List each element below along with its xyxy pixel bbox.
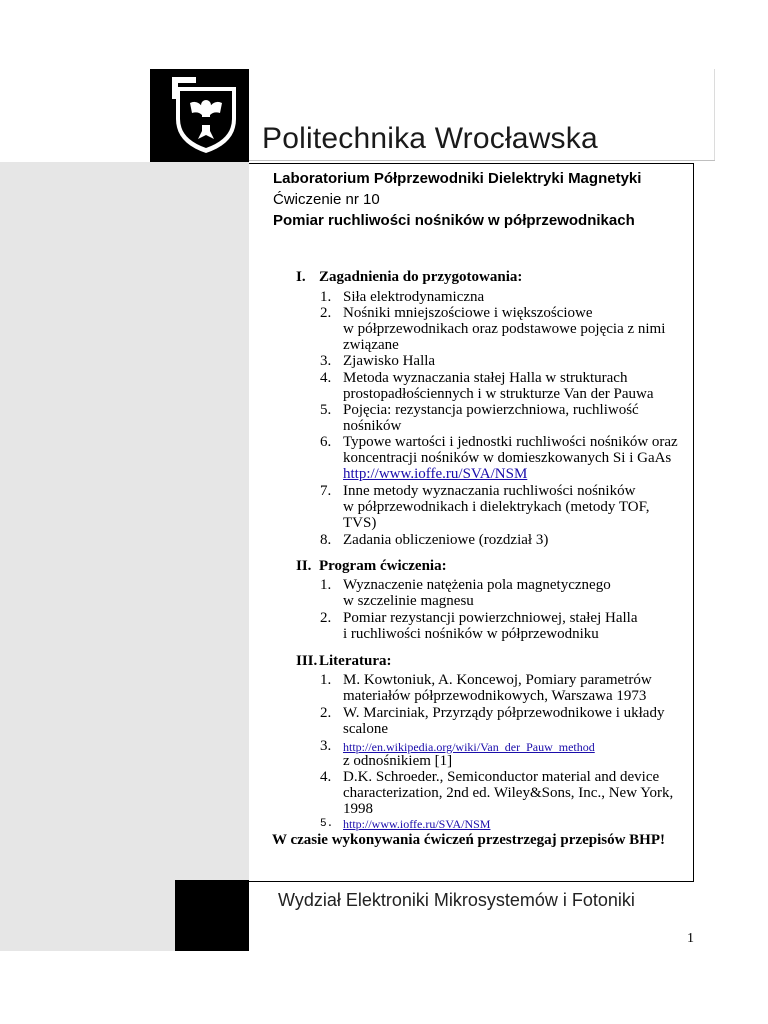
left-gray-band [0, 162, 249, 951]
list-number: 6. [320, 434, 332, 450]
safety-note: W czasie wykonywania ćwiczeń przestrzegaj przepisów BHP! [272, 832, 665, 848]
list-item: scalone [343, 721, 388, 737]
list-number: 5. [320, 818, 334, 830]
list-item: D.K. Schroeder., Semiconductor material and device [343, 769, 660, 785]
list-number: 2. [320, 305, 332, 321]
list-item: materiałów półprzewodnikowych, Warszawa 1973 [343, 688, 647, 704]
list-item: W. Marciniak, Przyrządy półprzewodnikowe i układy [343, 705, 665, 721]
exercise-topic: Pomiar ruchliwości nośników w półprzewodnikach [273, 212, 635, 229]
page-number: 1 [687, 931, 694, 946]
list-item: Inne metody wyznaczania ruchliwości nośników [343, 483, 636, 499]
section-title: Program ćwiczenia: [319, 558, 447, 574]
list-item: M. Kowtoniuk, A. Koncewoj, Pomiary parametrów [343, 672, 652, 688]
list-item: Metoda wyznaczania stałej Halla w strukturach [343, 370, 628, 386]
list-item: w półprzewodnikach oraz podstawowe pojęcia z nimi [343, 321, 666, 337]
list-number: 5. [320, 402, 332, 418]
header-border-right [714, 69, 715, 161]
list-item: z odnośnikiem [1] [343, 753, 453, 769]
list-item: Pomiar rezystancji powierzchniowej, stałej Halla [343, 610, 638, 626]
list-item: Wyznaczenie natężenia pola magnetycznego [343, 577, 611, 593]
exercise-number: Ćwiczenie nr 10 [273, 191, 380, 208]
list-number: 2. [320, 610, 332, 626]
eagle-crest-icon [150, 69, 249, 162]
wikipedia-link[interactable]: http://en.wikipedia.org/wiki/Van_der_Pauw_method [343, 740, 595, 754]
list-item: Zjawisko Halla [343, 353, 436, 369]
list-item: Zadania obliczeniowe (rozdział 3) [343, 532, 549, 548]
list-item: nośników [343, 418, 402, 434]
list-item: i ruchliwości nośników w półprzewodniku [343, 626, 599, 642]
lab-title: Laboratorium Półprzewodniki Dielektryki Magnetyki [273, 170, 642, 187]
university-logo [150, 69, 249, 162]
list-number: 8. [320, 532, 332, 548]
faculty-name: Wydział Elektroniki Mikrosystemów i Fotoniki [278, 890, 635, 910]
list-item: w półprzewodnikach i dielektrykach (metody TOF, [343, 499, 650, 515]
list-number: 3. [320, 353, 332, 369]
ioffe-link[interactable]: http://www.ioffe.ru/SVA/NSM [343, 466, 528, 482]
header-divider [249, 160, 715, 161]
list-item: TVS) [343, 515, 377, 531]
section-number: I. [296, 269, 306, 285]
list-number: 1. [320, 577, 332, 593]
list-item: Typowe wartości i jednostki ruchliwości nośników oraz [343, 434, 678, 450]
list-number: 4. [320, 370, 332, 386]
section-title: Literatura: [319, 653, 392, 669]
university-name: Politechnika Wrocławska [262, 122, 598, 155]
list-item: Siła elektrodynamiczna [343, 289, 485, 305]
list-number: 3. [320, 738, 332, 754]
list-number: 1. [320, 672, 332, 688]
list-item: Pojęcia: rezystancja powierzchniowa, ruchliwość [343, 402, 639, 418]
list-item: 1998 [343, 801, 373, 817]
section-title: Zagadnienia do przygotowania: [319, 269, 523, 285]
section-number: III. [296, 653, 318, 669]
list-item: w szczelinie magnesu [343, 593, 474, 609]
list-number: 4. [320, 769, 332, 785]
list-number: 7. [320, 483, 332, 499]
footer-black-block [175, 880, 249, 951]
list-item: characterization, 2nd ed. Wiley&Sons, Inc., New York, [343, 785, 674, 801]
list-number: 2. [320, 705, 332, 721]
list-item: Nośniki mniejszościowe i większościowe [343, 305, 593, 321]
list-number: 1. [320, 289, 332, 305]
list-item: koncentracji nośników w domieszkowanych Si i GaAs [343, 450, 672, 466]
section-number: II. [296, 558, 312, 574]
ioffe-link[interactable]: http://www.ioffe.ru/SVA/NSM [343, 817, 491, 831]
list-item: prostopadłościennych i w strukturze Van der Pauwa [343, 386, 654, 402]
list-item: związane [343, 337, 399, 353]
